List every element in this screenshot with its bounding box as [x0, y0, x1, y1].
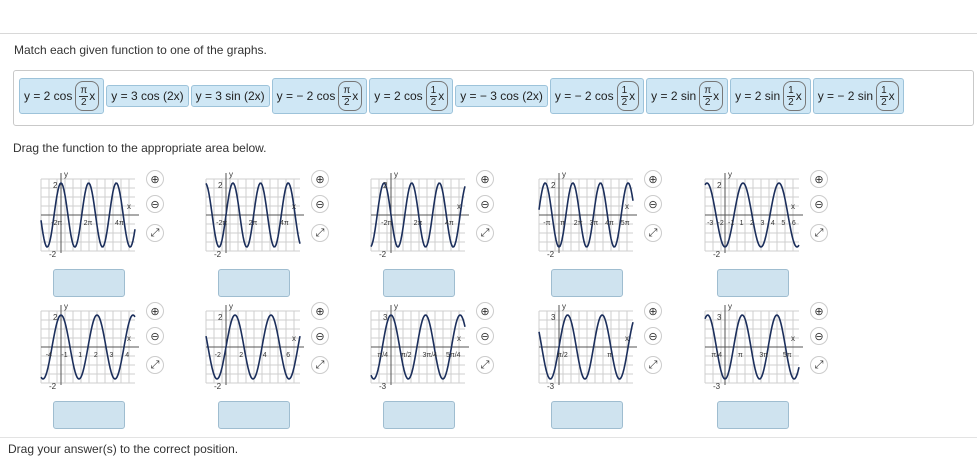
function-chip-9[interactable] [813, 78, 904, 114]
graph-cell-0 [33, 160, 163, 275]
zoom-out-icon[interactable]: ⊖ [644, 327, 662, 345]
x-tick-label: -3 [707, 220, 714, 227]
graph-plot [363, 292, 473, 402]
fraction-denominator: 2 [81, 96, 87, 108]
graph-plot [697, 292, 807, 402]
x-tick-label: 2π [83, 220, 93, 227]
x-tick-label: π/4 [377, 352, 389, 359]
fraction-numerator: 1 [881, 84, 887, 96]
graph-cell-2 [363, 160, 493, 275]
fraction-denominator: 2 [621, 96, 628, 108]
variable: x [629, 89, 636, 103]
x-tick-label: 3π [589, 220, 599, 227]
drop-target-8[interactable] [551, 401, 623, 429]
x-tick-label: 1 [78, 352, 83, 359]
y-axis-label: y [229, 302, 233, 311]
function-text: y = 3 sin (2x) [195, 89, 265, 103]
x-axis-label: x [457, 202, 461, 211]
function-chip-row [19, 78, 904, 114]
variable: x [795, 89, 802, 103]
y-axis-label: y [728, 302, 732, 311]
x-axis-label: x [791, 202, 795, 211]
y-tick-label: -3 [379, 382, 387, 391]
x-tick-label: 2 [239, 352, 244, 359]
zoom-in-icon[interactable]: ⊕ [146, 302, 164, 320]
question-prompt: Match each given function to one of the graphs. [14, 43, 267, 57]
drop-target-6[interactable] [218, 401, 290, 429]
y-axis-label: y [394, 302, 398, 311]
graph-cell-9 [697, 292, 827, 407]
function-argument [617, 81, 640, 111]
y-tick-label: 2 [53, 181, 58, 190]
function-argument [783, 81, 806, 111]
function-text: y = 3 cos (2x) [111, 89, 184, 103]
graph-plot [531, 292, 641, 402]
x-tick-label: -2π [51, 220, 63, 227]
graph-cell-8 [531, 292, 661, 407]
expand-icon[interactable]: ⤢ [146, 356, 164, 374]
graph-plot [697, 160, 807, 270]
zoom-in-icon[interactable]: ⊕ [644, 170, 662, 188]
x-tick-label: -1 [61, 352, 68, 359]
function-argument [876, 81, 899, 111]
y-axis-label: y [229, 170, 233, 179]
function-chip-4[interactable] [369, 78, 453, 114]
function-chip-1[interactable] [106, 85, 188, 107]
x-tick-label: 4 [125, 352, 130, 359]
function-text: y = 2 cos [374, 89, 423, 103]
footer-hint: Drag your answer(s) to the correct position. [8, 442, 239, 456]
function-text: y = 2 sin [735, 89, 781, 103]
function-text: y = 2 cos [24, 89, 73, 103]
graph-plot [33, 292, 143, 402]
fraction-denominator: 2 [881, 96, 887, 108]
graph-cell-5 [33, 292, 163, 407]
y-tick-label: 2 [218, 313, 223, 322]
graph-plot [198, 292, 308, 402]
x-axis-label: x [457, 334, 461, 343]
zoom-in-icon[interactable]: ⊕ [311, 302, 329, 320]
expand-icon[interactable]: ⤢ [810, 356, 828, 374]
y-axis-label: y [562, 302, 566, 311]
fraction-numerator: 1 [788, 84, 794, 96]
variable: x [352, 89, 359, 103]
fraction-numerator: π [80, 84, 88, 96]
graph-cell-6 [198, 292, 328, 407]
zoom-out-icon[interactable]: ⊖ [644, 195, 662, 213]
fraction [703, 85, 712, 108]
x-tick-label: 6 [791, 220, 796, 227]
y-axis-label: y [64, 302, 68, 311]
x-tick-label: -2 [717, 220, 724, 227]
graph-cell-1 [198, 160, 328, 275]
x-tick-label: π [737, 352, 743, 359]
y-axis-label: y [728, 170, 732, 179]
zoom-out-icon[interactable]: ⊖ [311, 327, 329, 345]
x-tick-label: 4π [605, 220, 614, 227]
y-tick-label: -3 [713, 382, 721, 391]
x-tick-label: 5π/4 [445, 352, 461, 359]
drop-target-7[interactable] [383, 401, 455, 429]
zoom-in-icon[interactable]: ⊕ [476, 302, 494, 320]
zoom-in-icon[interactable]: ⊕ [146, 170, 164, 188]
y-tick-label: 2 [551, 181, 556, 190]
function-text: y = − 2 cos [276, 89, 336, 103]
graph-cell-7 [363, 292, 493, 407]
x-tick-label: 1 [739, 220, 744, 227]
fraction [880, 85, 888, 108]
bottom-divider [0, 437, 977, 438]
x-tick-label: 2π [248, 220, 258, 227]
graph-cell-3 [531, 160, 661, 275]
x-tick-label: 4 [770, 220, 775, 227]
function-argument [338, 81, 362, 111]
function-bank [13, 70, 974, 126]
expand-icon[interactable]: ⤢ [476, 224, 494, 242]
x-tick-label: -2π [381, 220, 393, 227]
x-tick-label: 4π [279, 220, 289, 227]
drop-target-9[interactable] [717, 401, 789, 429]
x-tick-label: -1 [727, 220, 735, 227]
y-tick-label: 2 [383, 181, 388, 190]
y-tick-label: 3 [717, 313, 722, 322]
zoom-out-icon[interactable]: ⊖ [810, 195, 828, 213]
fraction [79, 85, 88, 108]
fraction [430, 85, 438, 108]
y-tick-label: 3 [383, 313, 388, 322]
graph-cell-4 [697, 160, 827, 275]
x-tick-label: 3 [760, 220, 765, 227]
x-axis-label: x [625, 202, 629, 211]
zoom-in-icon[interactable]: ⊕ [810, 302, 828, 320]
function-chip-6[interactable] [550, 78, 644, 114]
y-axis-label: y [562, 170, 566, 179]
zoom-in-icon[interactable]: ⊕ [810, 170, 828, 188]
fraction [342, 85, 351, 108]
x-tick-label: 4π [114, 220, 124, 227]
x-tick-label: 2 [750, 220, 754, 227]
x-tick-label: -π [543, 220, 551, 227]
y-tick-label: -2 [713, 250, 721, 259]
y-tick-label: -3 [547, 382, 555, 391]
y-tick-label: 2 [218, 181, 223, 190]
y-axis-label: y [64, 170, 68, 179]
x-tick-label: π [607, 352, 612, 359]
variable: x [713, 89, 720, 103]
x-axis-label: x [292, 334, 296, 343]
fraction-denominator: 2 [788, 96, 794, 108]
x-tick-label: -4 [45, 352, 52, 359]
fraction-numerator: π [704, 84, 712, 96]
x-tick-label: 5 [781, 220, 786, 227]
function-chip-5[interactable] [455, 85, 548, 107]
function-argument [75, 81, 99, 111]
x-tick-label: 4 [262, 352, 267, 359]
function-text: y = 2 sin [651, 89, 697, 103]
drag-instruction: Drag the function to the appropriate area below. [13, 141, 267, 155]
y-tick-label: 2 [53, 313, 58, 322]
expand-icon[interactable]: ⤢ [311, 224, 329, 242]
y-tick-label: 2 [717, 181, 722, 190]
x-tick-label: -2 [214, 352, 221, 359]
expand-icon[interactable]: ⤢ [644, 224, 662, 242]
fraction [787, 85, 795, 108]
variable: x [888, 89, 895, 103]
y-tick-label: -2 [214, 250, 222, 259]
y-tick-label: -2 [49, 250, 57, 259]
x-axis-label: x [292, 202, 296, 211]
x-tick-label: 5π [782, 352, 792, 359]
y-tick-label: 3 [551, 313, 556, 322]
x-axis-label: x [127, 334, 131, 343]
zoom-out-icon[interactable]: ⊖ [311, 195, 329, 213]
fraction-numerator: 1 [621, 84, 628, 96]
top-divider [0, 33, 977, 34]
zoom-out-icon[interactable]: ⊖ [476, 327, 494, 345]
function-text: y = − 3 cos (2x) [460, 89, 543, 103]
y-tick-label: -2 [379, 250, 387, 259]
function-text: y = − 2 sin [817, 89, 874, 103]
x-axis-label: x [127, 202, 131, 211]
x-tick-label: π/2 [400, 352, 412, 359]
variable: x [89, 89, 96, 103]
graph-plot [33, 160, 143, 270]
fraction [621, 85, 629, 108]
x-tick-label: π/4 [711, 352, 723, 359]
expand-icon[interactable]: ⤢ [476, 356, 494, 374]
variable: x [438, 89, 445, 103]
x-tick-label: π/2 [557, 352, 568, 359]
x-tick-label: π [560, 220, 565, 227]
zoom-out-icon[interactable]: ⊖ [146, 327, 164, 345]
graph-plot [531, 160, 641, 270]
zoom-out-icon[interactable]: ⊖ [476, 195, 494, 213]
x-tick-label: 3π/4 [422, 352, 438, 359]
graph-plot [363, 160, 473, 270]
x-tick-label: 6 [286, 352, 291, 359]
fraction-numerator: 1 [430, 84, 437, 96]
zoom-in-icon[interactable]: ⊕ [476, 170, 494, 188]
x-tick-label: 2π [413, 220, 423, 227]
zoom-in-icon[interactable]: ⊕ [311, 170, 329, 188]
drop-target-5[interactable] [53, 401, 125, 429]
function-argument [699, 81, 723, 111]
function-chip-8[interactable] [730, 78, 811, 114]
graph-plot [198, 160, 308, 270]
expand-icon[interactable]: ⤢ [146, 224, 164, 242]
zoom-out-icon[interactable]: ⊖ [810, 327, 828, 345]
fraction-denominator: 2 [344, 96, 350, 108]
x-axis-label: x [625, 334, 629, 343]
x-tick-label: -2π [216, 220, 228, 227]
x-tick-label: 3 [109, 352, 114, 359]
expand-icon[interactable]: ⤢ [311, 356, 329, 374]
x-tick-label: 4π [444, 220, 454, 227]
function-argument [426, 81, 449, 111]
y-tick-label: -2 [214, 382, 222, 391]
function-text: y = − 2 cos [554, 89, 614, 103]
fraction-denominator: 2 [704, 96, 711, 108]
expand-icon[interactable]: ⤢ [644, 356, 662, 374]
fraction-numerator: π [343, 84, 351, 96]
function-chip-2[interactable] [191, 85, 270, 107]
function-chip-7[interactable] [646, 78, 728, 114]
y-tick-label: -2 [547, 250, 555, 259]
function-chip-3[interactable] [272, 78, 368, 114]
x-tick-label: 2π [573, 220, 583, 227]
x-tick-label: 2 [93, 352, 98, 359]
function-chip-0[interactable] [19, 78, 104, 114]
y-axis-label: y [394, 170, 398, 179]
x-tick-label: 3π [759, 352, 769, 359]
x-tick-label: 5π [620, 220, 630, 227]
expand-icon[interactable]: ⤢ [810, 224, 828, 242]
zoom-in-icon[interactable]: ⊕ [644, 302, 662, 320]
zoom-out-icon[interactable]: ⊖ [146, 195, 164, 213]
x-axis-label: x [791, 334, 795, 343]
y-tick-label: -2 [49, 382, 57, 391]
fraction-denominator: 2 [430, 96, 437, 108]
